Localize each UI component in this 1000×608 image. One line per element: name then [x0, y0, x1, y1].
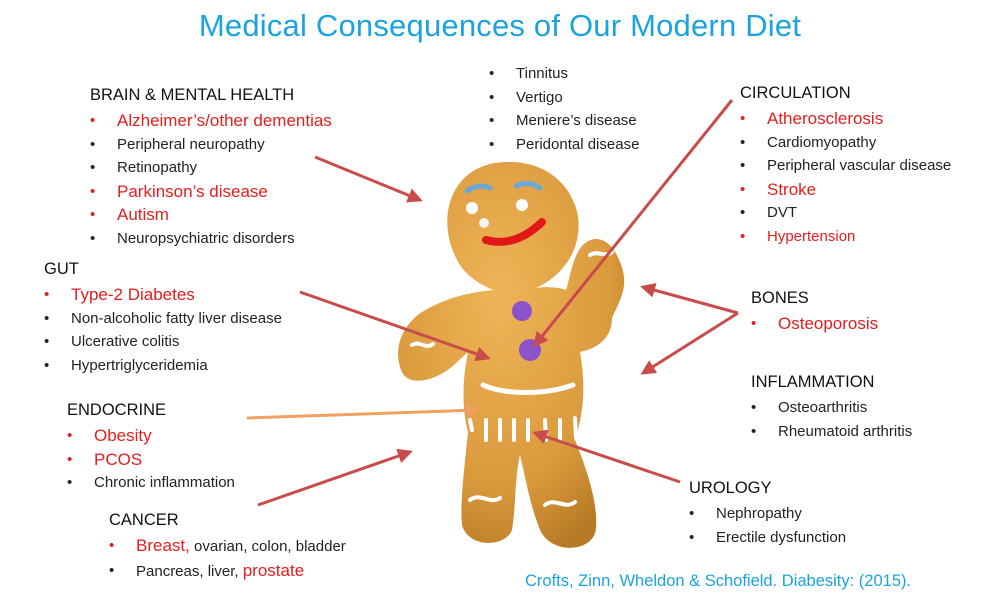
bones-section [751, 289, 878, 336]
arrow-endocrine [247, 410, 478, 418]
list-item: • Peripheral vascular disease [740, 154, 951, 178]
list-item: • Chronic inflammation [67, 471, 235, 495]
urology-list [689, 502, 846, 549]
circulation-section [740, 84, 951, 248]
list-item: • Osteoarthritis [751, 396, 912, 420]
list-item: • Peripheral neuropathy [90, 133, 332, 157]
inflammation-section [751, 373, 912, 443]
arrow-bones-upper [643, 287, 738, 313]
list-item: • Non-alcoholic fatty liver disease [44, 307, 282, 331]
cancer-highlight: Breast, [136, 536, 190, 555]
list-item: • Rheumatoid arthritis [751, 420, 912, 444]
list-item: • Hypertriglyceridemia [44, 354, 282, 378]
list-item: • Neuropsychiatric disorders [90, 227, 332, 251]
endocrine-section [67, 401, 235, 495]
ear-mouth-list [489, 62, 639, 156]
endocrine-list [67, 424, 235, 495]
cancer-rest: Pancreas, liver, [136, 562, 243, 580]
list-item: • Parkinson’s disease [90, 180, 332, 204]
list-item: • Type-2 Diabetes [44, 283, 282, 307]
ear-mouth-section [489, 62, 639, 156]
arrow-bones-lower [643, 313, 738, 373]
list-item: • Cardiomyopathy [740, 131, 951, 155]
cancer-highlight: prostate [242, 560, 305, 580]
list-item: • Stroke [740, 178, 951, 202]
cancer-section [109, 511, 346, 583]
gut-section [44, 260, 282, 377]
list-item: • Atherosclerosis [740, 107, 951, 131]
list-item: • Alzheimer’s/other dementias [90, 109, 332, 133]
section-heading: INFLAMMATION [751, 373, 875, 391]
list-item: • Meniere’s disease [489, 109, 639, 133]
gingerbread-man-figure [398, 162, 624, 548]
list-item: • Retinopathy [90, 156, 332, 180]
section-heading: CIRCULATION [740, 84, 851, 102]
cancer-list [109, 534, 346, 583]
list-item: • Hypertension [740, 225, 951, 249]
page-title: Medical Consequences of Our Modern Diet [198, 8, 802, 43]
circulation-list [740, 107, 951, 248]
section-heading: UROLOGY [689, 479, 772, 497]
section-heading: CANCER [109, 511, 179, 529]
list-item: • Erectile dysfunction [689, 526, 846, 550]
brain-section [90, 86, 332, 250]
section-heading: GUT [44, 260, 79, 278]
cancer-rest: ovarian, colon, bladder [189, 538, 346, 555]
list-item: • DVT [740, 201, 951, 225]
urology-section [689, 479, 846, 549]
section-heading: BONES [751, 289, 809, 307]
arrow-cancer [258, 452, 410, 505]
list-item [109, 559, 346, 584]
gut-list [44, 283, 282, 377]
inflammation-list [751, 396, 912, 443]
list-item: • Vertigo [489, 86, 639, 110]
list-item: • Autism [90, 203, 332, 227]
list-item: • PCOS [67, 448, 235, 472]
list-item: • Nephropathy [689, 502, 846, 526]
brain-list [90, 109, 332, 250]
list-item: • Obesity [67, 424, 235, 448]
section-heading: ENDOCRINE [67, 401, 167, 419]
bones-list [751, 312, 878, 336]
list-item: • Osteoporosis [751, 312, 878, 336]
list-item: • Ulcerative colitis [44, 330, 282, 354]
list-item [109, 534, 346, 559]
section-heading: BRAIN & MENTAL HEALTH [90, 86, 295, 104]
citation: Crofts, Zinn, Wheldon & Schofield. Diabesity: (2015). [525, 572, 912, 590]
list-item: • Peridontal disease [489, 133, 639, 157]
list-item: • Tinnitus [489, 62, 639, 86]
